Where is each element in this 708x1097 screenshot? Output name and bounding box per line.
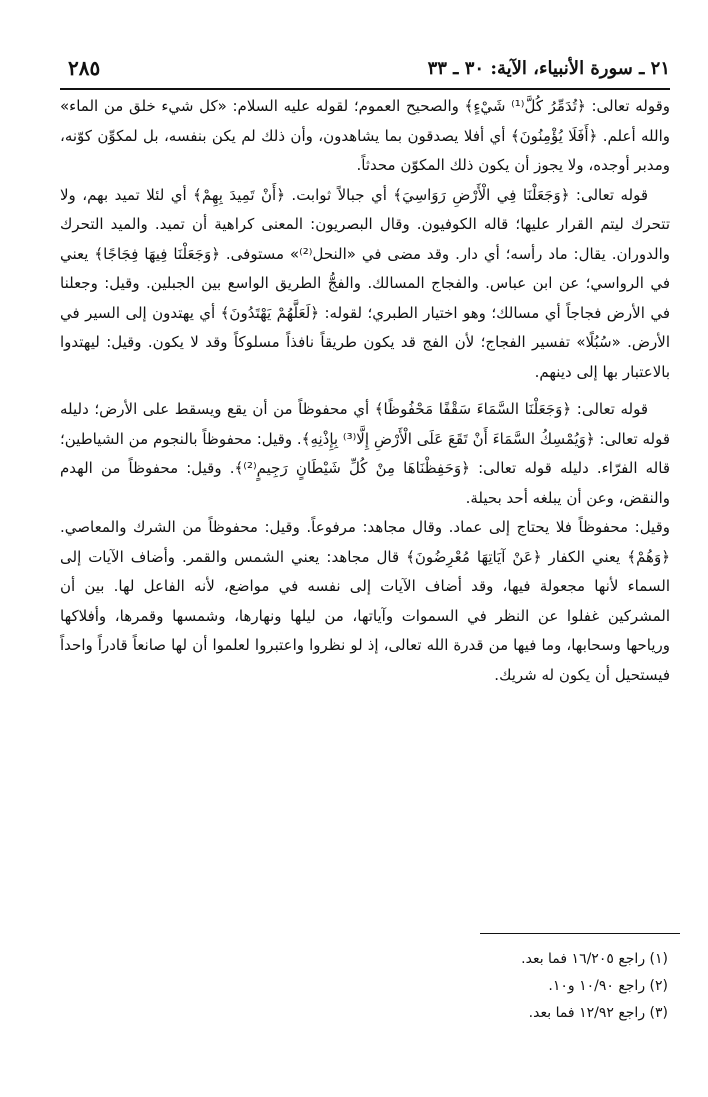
- footnote-2: (٢) راجع ١٠/٩٠ و١٠.: [548, 978, 668, 994]
- page-header: [60, 50, 670, 86]
- footnotes: [60, 946, 668, 1027]
- footnote-rule: [480, 933, 680, 934]
- footnote-3: (٣) راجع ١٢/٩٢ فما بعد.: [528, 1005, 668, 1021]
- footnote-1: (١) راجع ١٦/٢٠٥ فما بعد.: [521, 951, 668, 967]
- paragraph-4: وقيل: محفوظاً فلا يحتاج إلى عماد. وقال مجاهد: مرفوعاً. وقيل: محفوظاً من الشرك والمعاصي. ﴿وَهُمْ﴾ يعني الكفار ﴿عَنْ آيَاتِهَا مُعْرِضُونَ﴾ قال مجاهد: يعني الشمس والقمر. وأضاف الآيات إلى السماء لأنها مجعولة فيها، وقد أضاف الآيات إلى نفسه في مواضع، لأنه الفاعل لها. بين أن المشركين غفلوا عن النظر في السموات وآياتها، من ليلها ونهارها، وشمسها وقمرها، وأفلاكها ورياحها وسحابها، وما فيها من قدرة الله تعالى، إذ لو نظروا واعتبروا لعلموا أن لها صانعاً قادراً واحداً فيستحيل أن يكون له شريك.: [60, 518, 670, 684]
- header-rule: [60, 88, 670, 90]
- paragraph-1: وقوله تعالى: ﴿تُدَمِّرُ كُلَّ⁽¹⁾ شَيْءٍ﴾ والصحيح العموم؛ لقوله عليه السلام: «كل شيء خلق من الماء» والله أعلم. ﴿أَفَلَا يُؤْمِنُونَ﴾ أي أفلا يصدقون بما يشاهدون، وأن ذلك لم يكن بنفسه، بل لمكوِّن كوّنه، ومدبر أوجده، ولا يجوز أن يكون ذلك المكوّن محدثاً.: [60, 97, 670, 174]
- paragraph-2: قوله تعالى: ﴿وَجَعَلْنَا فِي الْأَرْضِ رَوَاسِيَ﴾ أي جبالاً ثوابت. ﴿أَنْ تَمِيدَ بِهِمْ﴾ أي لئلا تميد بهم، ولا تتحرك ليتم القرار عليها؛ قاله الكوفيون. وقال البصريون: المعنى كراهية أن تميد. والميد التحرك والدوران. يقال: ماد رأسه؛ أي دار. وقد مضى في «النحل⁽²⁾» مستوفى. ﴿وَجَعَلْنَا فِيهَا فِجَاجًا﴾ يعني في الرواسي؛ عن ابن عباس. والفجاج المسالك. والفجُّ الطريق الواسع بين الجبلين. وقيل: وجعلنا في الأرض فجاجاً أي مسالك؛ وهو اختيار الطبري؛ لقوله: ﴿لَعَلَّهُمْ يَهْتَدُونَ﴾ أي يهتدون إلى السير في الأرض. «سُبُلًا» تفسير الفجاج؛ لأن الفج قد يكون طريقاً نافذاً مسلوكاً وقد لا يكون. وقيل: ليهتدوا بالاعتبار بها إلى دينهم.: [60, 185, 670, 381]
- paragraph-3: قوله تعالى: ﴿وَجَعَلْنَا السَّمَاءَ سَقْفًا مَحْفُوظًا﴾ أي محفوظاً من أن يقع ويسقط على الأرض؛ دليله قوله تعالى: ﴿وَيُمْسِكُ السَّمَاءَ أَنْ تَقَعَ عَلَى الْأَرْضِ إِلَّا⁽³⁾ بِإِذْنِهِ﴾. وقيل: محفوظاً بالنجوم من الشياطين؛ قاله الفرّاء. دليله قوله تعالى: ﴿وَحَفِظْنَاهَا مِنْ كُلِّ شَيْطَانٍ رَجِيمٍ⁽²⁾﴾. وقيل: محفوظاً من الهدم والنقض، وعن أن يبلغه أحد بحيلة.: [60, 400, 670, 507]
- main-text: [60, 92, 670, 698]
- page-number: ٢٨٥: [68, 56, 101, 80]
- running-title: ٢١ ـ سورة الأنبياء، الآية: ٣٠ ـ ٣٣: [427, 58, 670, 79]
